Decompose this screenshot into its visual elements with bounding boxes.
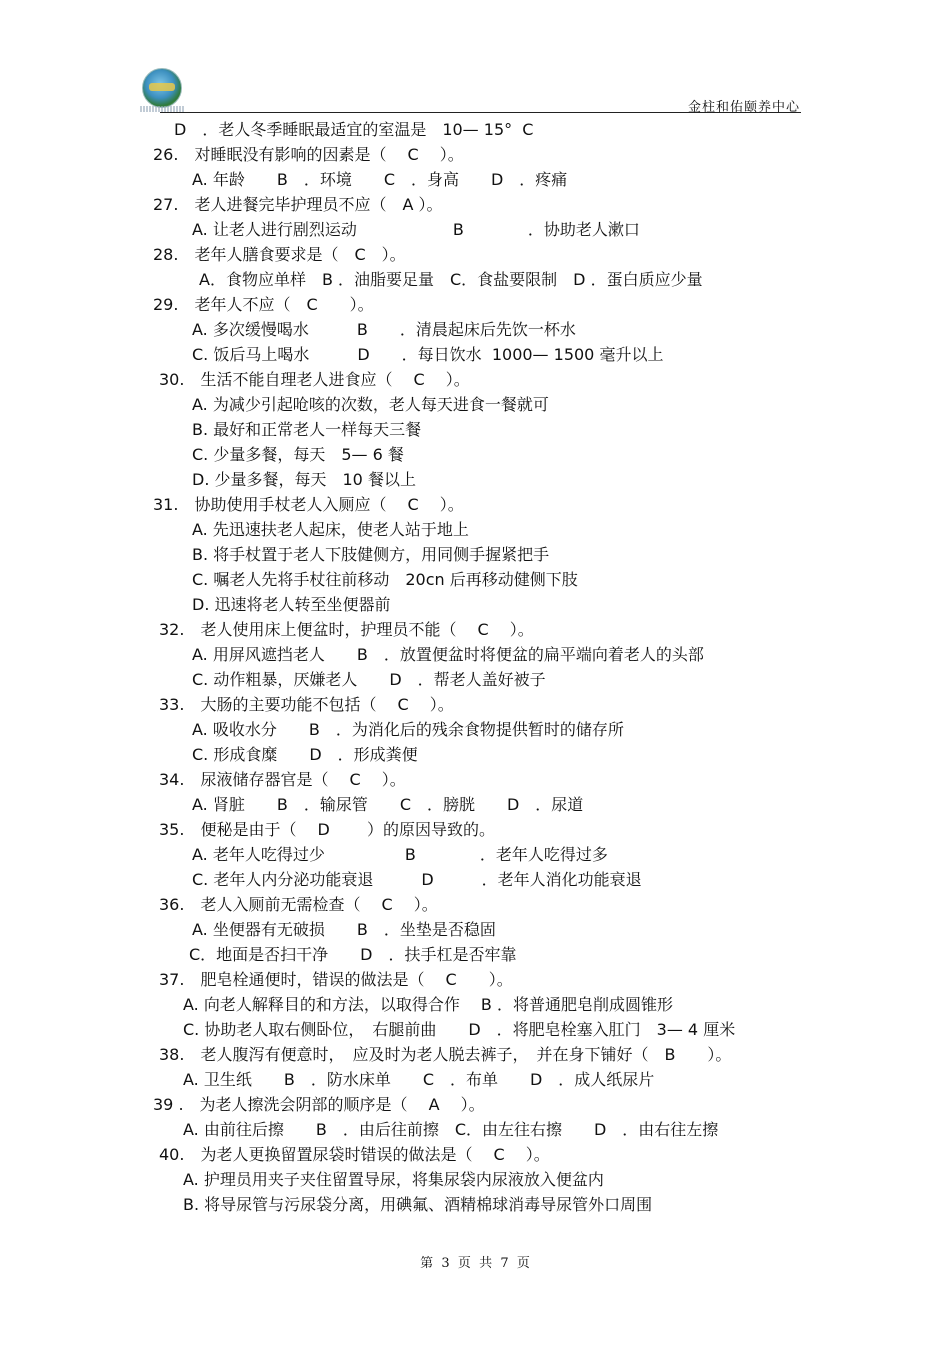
option-line: C. 协助老人取右侧卧位， 右腿前曲 D ．将肥皂栓塞入肛门 3— 4 厘米	[183, 1020, 736, 1039]
option-line: A. 用屏风遮挡老人 B ．放置便盆时将便盆的扁平端向着老人的头部	[192, 645, 704, 664]
question-line: 35. 便秘是由于（ D ）的原因导致的。	[159, 820, 495, 839]
question-line: 38. 老人腹泻有便意时， 应及时为老人脱去裤子， 并在身下铺好（ B ）。	[159, 1045, 732, 1064]
option-line: D. 迅速将老人转至坐便器前	[192, 595, 391, 614]
option-line: A．食物应单样 B ．油脂要足量 C．食盐要限制 D ．蛋白质应少量	[199, 270, 703, 289]
option-line: C. 饭后马上喝水 D ．每日饮水 1000— 1500 毫升以上	[192, 345, 664, 364]
option-line: A. 护理员用夹子夹住留置导尿，将集尿袋内尿液放入便盆内	[183, 1170, 604, 1189]
option-line: B. 将手杖置于老人下肢健侧方，用同侧手握紧把手	[192, 545, 550, 564]
question-line: 37. 肥皂栓通便时，错误的做法是（ C ）。	[159, 970, 513, 989]
option-line: A. 年龄 B ．环境 C ．身高 D ．疼痛	[192, 170, 568, 189]
option-line: A. 多次缓慢喝水 B ．清晨起床后先饮一杯水	[192, 320, 576, 339]
question-line: 32. 老人使用床上便盆时，护理员不能（ C ）。	[159, 620, 534, 639]
option-line: A. 向老人解释目的和方法，以取得合作 B ．将普通肥皂削成圆锥形	[183, 995, 673, 1014]
option-line: A. 吸收水分 B ．为消化后的残余食物提供暂时的储存所	[192, 720, 624, 739]
option-line: A. 先迅速扶老人起床，使老人站于地上	[192, 520, 469, 539]
page-number: 第 3 页 共 7 页	[420, 1256, 530, 1271]
option-line: C．地面是否扫干净 D ．扶手杠是否牢靠	[189, 945, 517, 964]
header-divider	[160, 112, 801, 113]
question-line: 29. 老年人不应（ C ）。	[153, 295, 374, 314]
option-line: B. 将导尿管与污尿袋分离，用碘氟、酒精棉球消毒导尿管外口周围	[183, 1195, 653, 1214]
question-line: 33. 大肠的主要功能不包括（ C ）。	[159, 695, 454, 714]
option-line: C. 形成食糜 D ．形成粪便	[192, 745, 418, 764]
question-line: 34. 尿液储存器官是（ C ）。	[159, 770, 406, 789]
option-line: C. 动作粗暴，厌嫌老人 D ．帮老人盖好被子	[192, 670, 546, 689]
question-line: 27. 老人进餐完毕护理员不应（ A ）。	[153, 195, 443, 214]
option-line: A. 坐便器有无破损 B ．坐垫是否稳固	[192, 920, 496, 939]
option-line: C. 老年人内分泌功能衰退 D ．老年人消化功能衰退	[192, 870, 642, 889]
option-line: D. 少量多餐，每天 10 餐以上	[192, 470, 416, 489]
organization-logo-icon	[142, 68, 182, 108]
question-line: 30. 生活不能自理老人进食应（ C ）。	[159, 370, 470, 389]
question-line: 28. 老年人膳食要求是（ C ）。	[153, 245, 406, 264]
header-org-name: 金柱和佑颐养中心	[687, 100, 800, 115]
option-line: C. 少量多餐，每天 5— 6 餐	[192, 445, 404, 464]
option-line: A. 老年人吃得过少 B ．老年人吃得过多	[192, 845, 608, 864]
option-line: C. 嘱老人先将手杖往前移动 20cn 后再移动健侧下肢	[192, 570, 578, 589]
question-line: 40. 为老人更换留置尿袋时错误的做法是（ C ）。	[159, 1145, 550, 1164]
question-line: 31. 协助使用手杖老人入厕应（ C ）。	[153, 495, 464, 514]
option-line: B. 最好和正常老人一样每天三餐	[192, 420, 422, 439]
question-line: 36. 老人入厕前无需检查（ C ）。	[159, 895, 438, 914]
option-line: A. 为减少引起呛咳的次数，老人每天进食一餐就可	[192, 395, 549, 414]
question-line: 26. 对睡眠没有影响的因素是（ C ）。	[153, 145, 464, 164]
option-line: A. 由前往后擦 B ．由后往前擦 C．由左往右擦 D ．由右往左擦	[183, 1120, 719, 1139]
question-line: 39 . 为老人擦洗会阴部的顺序是（ A ）。	[153, 1095, 485, 1114]
option-line: A. 让老人进行剧烈运动 B ．协助老人漱口	[192, 220, 640, 239]
option-line: A. 卫生纸 B ．防水床单 C ．布单 D ．成人纸尿片	[183, 1070, 655, 1089]
option-line: D ．老人冬季睡眠最适宜的室温是 10— 15° C	[174, 120, 534, 139]
option-line: A. 肾脏 B ．输尿管 C ．膀胱 D ．尿道	[192, 795, 584, 814]
